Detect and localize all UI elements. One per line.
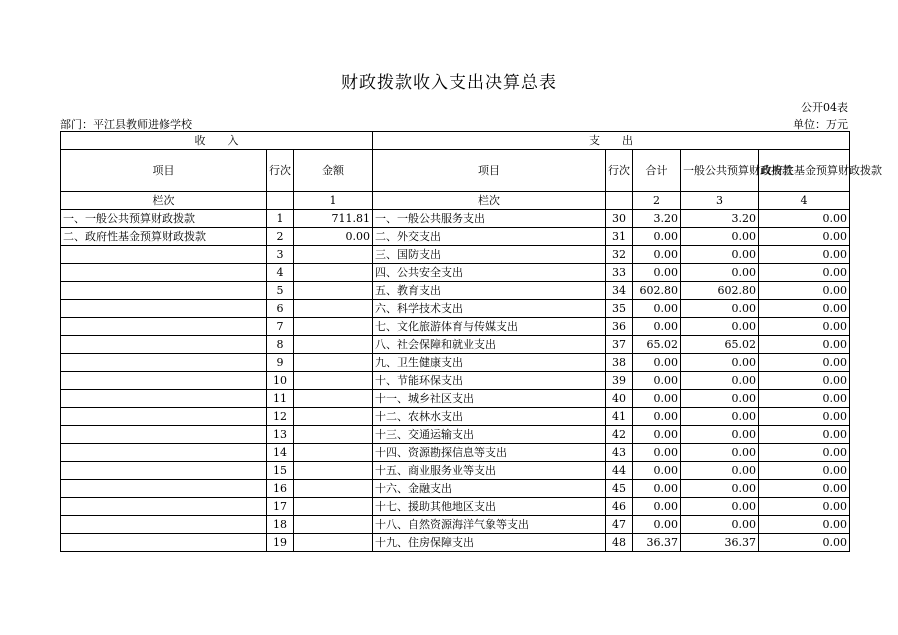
income-amount-cell: 0.00 [294,228,373,246]
col-index-total: 2 [633,192,681,210]
income-item-cell [61,318,267,336]
expense-gov-fund-cell: 0.00 [759,534,850,552]
income-amount-cell [294,372,373,390]
expense-general-budget-cell: 0.00 [681,498,759,516]
expense-section-header: 支 出 [373,132,850,150]
expense-line-no-cell: 40 [606,390,633,408]
income-line-no-cell: 7 [267,318,294,336]
income-item-cell [61,498,267,516]
table-row [61,408,850,426]
expense-total-cell: 0.00 [633,300,681,318]
income-item-cell [61,282,267,300]
expense-gov-fund-cell: 0.00 [759,462,850,480]
income-item-cell [61,462,267,480]
income-amount-cell [294,300,373,318]
income-amount-cell [294,408,373,426]
expense-item-cell: 六、科学技术支出 [373,300,606,318]
income-line-no-cell: 8 [267,336,294,354]
table-row [61,354,850,372]
income-item-cell [61,354,267,372]
expense-line-no-cell: 47 [606,516,633,534]
expense-total-cell: 3.20 [633,210,681,228]
expense-total-cell: 0.00 [633,498,681,516]
table-row [61,480,850,498]
expense-total-cell: 602.80 [633,282,681,300]
expense-item-cell: 一、一般公共服务支出 [373,210,606,228]
col-header-general-budget: 一般公共预算财政拨款 [681,150,759,192]
income-item-cell [61,444,267,462]
expense-item-cell: 十四、资源勘探信息等支出 [373,444,606,462]
expense-total-cell: 0.00 [633,462,681,480]
col-index-blank [267,192,294,210]
income-line-no-cell: 17 [267,498,294,516]
col-header-gov-fund: 政府性基金预算财政拨款 [759,150,850,192]
expense-total-cell: 0.00 [633,318,681,336]
table-row [61,462,850,480]
expense-total-cell: 0.00 [633,228,681,246]
income-line-no-cell: 5 [267,282,294,300]
col-index-general: 3 [681,192,759,210]
expense-general-budget-cell: 0.00 [681,246,759,264]
expense-item-cell: 八、社会保障和就业支出 [373,336,606,354]
expense-gov-fund-cell: 0.00 [759,390,850,408]
expense-line-no-cell: 34 [606,282,633,300]
expense-line-no-cell: 46 [606,498,633,516]
income-line-no-cell: 16 [267,480,294,498]
expense-total-cell: 0.00 [633,390,681,408]
budget-table [60,131,883,552]
expense-item-cell: 三、国防支出 [373,246,606,264]
expense-gov-fund-cell: 0.00 [759,444,850,462]
expense-item-cell: 七、文化旅游体育与传媒支出 [373,318,606,336]
expense-line-no-cell: 35 [606,300,633,318]
income-item-cell [61,246,267,264]
expense-gov-fund-cell: 0.00 [759,300,850,318]
expense-general-budget-cell: 0.00 [681,228,759,246]
col-header-expense-line-no: 行次 [606,150,633,192]
expense-gov-fund-cell: 0.00 [759,336,850,354]
expense-gov-fund-cell: 0.00 [759,228,850,246]
expense-item-cell: 十三、交通运输支出 [373,426,606,444]
expense-line-no-cell: 31 [606,228,633,246]
income-amount-cell [294,282,373,300]
expense-gov-fund-cell: 0.00 [759,318,850,336]
expense-line-no-cell: 45 [606,480,633,498]
income-line-no-cell: 3 [267,246,294,264]
expense-item-cell: 十一、城乡社区支出 [373,390,606,408]
income-amount-cell [294,390,373,408]
income-item-cell [61,534,267,552]
table-row [61,264,850,282]
col-header-item: 项目 [61,150,267,192]
table-row [61,372,850,390]
income-amount-cell [294,444,373,462]
expense-general-budget-cell: 0.00 [681,372,759,390]
col-header-amount: 金额 [294,150,373,192]
col-index-label-right: 栏次 [373,192,606,210]
income-item-cell [61,300,267,318]
income-amount-cell [294,246,373,264]
expense-general-budget-cell: 0.00 [681,444,759,462]
table-row [61,336,850,354]
table-row [61,426,850,444]
expense-total-cell: 0.00 [633,372,681,390]
income-line-no-cell: 2 [267,228,294,246]
income-line-no-cell: 1 [267,210,294,228]
expense-total-cell: 36.37 [633,534,681,552]
income-item-cell [61,372,267,390]
expense-item-cell: 五、教育支出 [373,282,606,300]
expense-item-cell: 十九、住房保障支出 [373,534,606,552]
table-row [61,516,850,534]
expense-line-no-cell: 32 [606,246,633,264]
column-header-row [61,150,850,192]
income-line-no-cell: 9 [267,354,294,372]
expense-line-no-cell: 37 [606,336,633,354]
expense-total-cell: 0.00 [633,408,681,426]
income-amount-cell [294,264,373,282]
form-number: 公开04表 [801,101,848,114]
expense-gov-fund-cell: 0.00 [759,498,850,516]
income-amount-cell [294,336,373,354]
income-line-no-cell: 12 [267,408,294,426]
income-amount-cell [294,426,373,444]
expense-general-budget-cell: 0.00 [681,462,759,480]
col-index-label: 栏次 [61,192,267,210]
income-item-cell [61,426,267,444]
income-item-cell [61,408,267,426]
income-amount-cell [294,534,373,552]
expense-line-no-cell: 38 [606,354,633,372]
expense-gov-fund-cell: 0.00 [759,264,850,282]
income-item-cell: 二、政府性基金预算财政拨款 [61,228,267,246]
expense-general-budget-cell: 0.00 [681,354,759,372]
col-index-gov: 4 [759,192,850,210]
expense-line-no-cell: 36 [606,318,633,336]
page-title: 财政拨款收入支出决算总表 [341,73,557,93]
income-amount-cell [294,516,373,534]
expense-item-cell: 二、外交支出 [373,228,606,246]
expense-total-cell: 0.00 [633,444,681,462]
expense-line-no-cell: 48 [606,534,633,552]
expense-gov-fund-cell: 0.00 [759,372,850,390]
income-amount-cell [294,498,373,516]
expense-total-cell: 65.02 [633,336,681,354]
expense-line-no-cell: 44 [606,462,633,480]
table-row [61,534,850,552]
income-amount-cell [294,480,373,498]
table-row [61,498,850,516]
expense-gov-fund-cell: 0.00 [759,480,850,498]
expense-total-cell: 0.00 [633,264,681,282]
col-index-blank-right [606,192,633,210]
expense-item-cell: 十、节能环保支出 [373,372,606,390]
income-amount-cell [294,318,373,336]
expense-general-budget-cell: 65.02 [681,336,759,354]
expense-general-budget-cell: 0.00 [681,480,759,498]
section-header-row [61,132,850,150]
expense-item-cell: 十二、农林水支出 [373,408,606,426]
expense-total-cell: 0.00 [633,354,681,372]
expense-gov-fund-cell: 0.00 [759,210,850,228]
expense-line-no-cell: 43 [606,444,633,462]
income-line-no-cell: 4 [267,264,294,282]
income-item-cell [61,480,267,498]
income-line-no-cell: 15 [267,462,294,480]
expense-total-cell: 0.00 [633,480,681,498]
table-row [61,300,850,318]
expense-gov-fund-cell: 0.00 [759,354,850,372]
unit-label: 单位：万元 [793,118,848,131]
col-index-amount: 1 [294,192,373,210]
income-line-no-cell: 18 [267,516,294,534]
expense-gov-fund-cell: 0.00 [759,516,850,534]
expense-gov-fund-cell: 0.00 [759,246,850,264]
expense-line-no-cell: 41 [606,408,633,426]
department-label: 部门：平江县教师进修学校 [60,118,192,131]
expense-item-cell: 九、卫生健康支出 [373,354,606,372]
column-index-row [61,192,850,210]
expense-general-budget-cell: 0.00 [681,264,759,282]
table-row [61,318,850,336]
income-section-header: 收 入 [61,132,373,150]
table-row [61,228,850,246]
expense-gov-fund-cell: 0.00 [759,282,850,300]
table-row [61,246,850,264]
expense-item-cell: 十五、商业服务业等支出 [373,462,606,480]
expense-general-budget-cell: 0.00 [681,318,759,336]
table-row [61,390,850,408]
income-item-cell [61,516,267,534]
income-line-no-cell: 11 [267,390,294,408]
expense-general-budget-cell: 3.20 [681,210,759,228]
expense-general-budget-cell: 0.00 [681,516,759,534]
income-amount-cell [294,354,373,372]
income-amount-cell: 711.81 [294,210,373,228]
table-row [61,444,850,462]
expense-total-cell: 0.00 [633,246,681,264]
expense-line-no-cell: 39 [606,372,633,390]
expense-general-budget-cell: 602.80 [681,282,759,300]
col-header-total: 合计 [633,150,681,192]
income-item-cell [61,336,267,354]
expense-gov-fund-cell: 0.00 [759,426,850,444]
income-line-no-cell: 13 [267,426,294,444]
expense-line-no-cell: 42 [606,426,633,444]
income-item-cell [61,390,267,408]
expense-line-no-cell: 30 [606,210,633,228]
expense-general-budget-cell: 0.00 [681,300,759,318]
expense-general-budget-cell: 0.00 [681,408,759,426]
expense-total-cell: 0.00 [633,516,681,534]
expense-line-no-cell: 33 [606,264,633,282]
income-line-no-cell: 10 [267,372,294,390]
expense-general-budget-cell: 0.00 [681,426,759,444]
expense-item-cell: 十八、自然资源海洋气象等支出 [373,516,606,534]
expense-general-budget-cell: 0.00 [681,390,759,408]
expense-general-budget-cell: 36.37 [681,534,759,552]
col-header-line-no: 行次 [267,150,294,192]
expense-item-cell: 十七、援助其他地区支出 [373,498,606,516]
income-amount-cell [294,462,373,480]
table-row [61,210,850,228]
table-row [61,282,850,300]
expense-total-cell: 0.00 [633,426,681,444]
expense-item-cell: 十六、金融支出 [373,480,606,498]
income-line-no-cell: 14 [267,444,294,462]
income-item-cell: 一、一般公共预算财政拨款 [61,210,267,228]
expense-item-cell: 四、公共安全支出 [373,264,606,282]
expense-gov-fund-cell: 0.00 [759,408,850,426]
income-line-no-cell: 19 [267,534,294,552]
col-header-expense-item: 项目 [373,150,606,192]
income-line-no-cell: 6 [267,300,294,318]
income-item-cell [61,264,267,282]
